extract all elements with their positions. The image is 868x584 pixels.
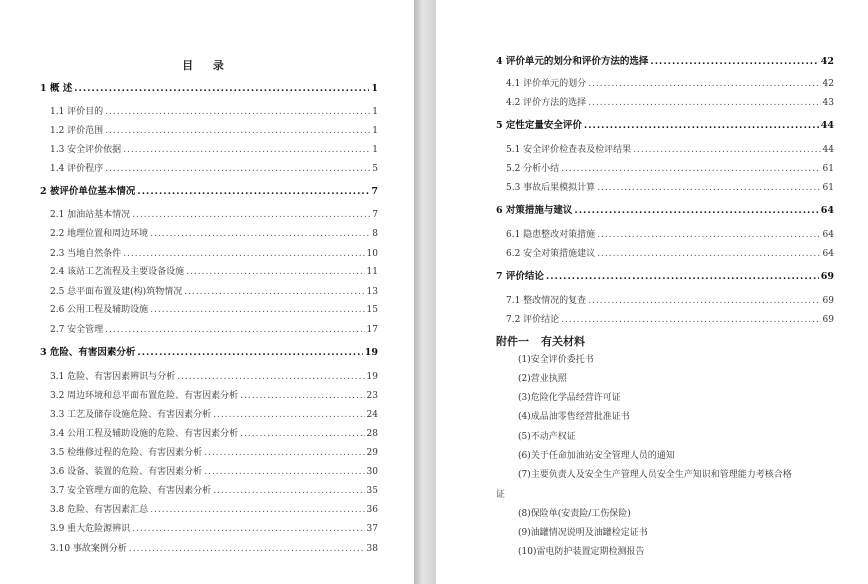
toc-leader-dots [584, 118, 819, 134]
toc-page-number: 61 [822, 164, 834, 174]
toc-section-entry[interactable] [506, 246, 834, 262]
toc-entry-text: 2.4 该站工艺流程及主要设备设施 [50, 267, 185, 277]
toc-page-number: 11 [366, 267, 378, 277]
toc-page-number: 1 [372, 107, 378, 117]
toc-page-number: 42 [822, 79, 834, 89]
toc-section-entry[interactable] [50, 445, 378, 461]
annex-heading [496, 333, 597, 349]
annex-item: (7)主要负责人及安全生产管理人员安全生产知识和管理能力考核合格 [518, 470, 792, 480]
toc-leader-dots [213, 407, 364, 423]
toc-page-number: 37 [366, 524, 378, 534]
toc-page-number: 17 [366, 325, 378, 335]
toc-entry-text: 3.4 公用工程及辅助设施的危险、有害因素分析 [50, 429, 239, 439]
toc-entry-text: 2.2 地理位置和周边环境 [50, 229, 149, 239]
annex-item: (2)营业执照 [518, 374, 567, 384]
toc-page-number: 64 [820, 205, 834, 216]
toc-page-number: 1 [372, 145, 378, 155]
toc-page-number: 61 [822, 183, 834, 193]
annex-label: 附件一 [496, 335, 529, 348]
toc-section-entry[interactable] [506, 95, 834, 111]
toc-section-entry[interactable] [50, 464, 378, 480]
toc-page-number: 8 [372, 229, 378, 239]
toc-title: 目 录 [182, 59, 232, 72]
toc-section-entry[interactable] [50, 541, 378, 557]
toc-leader-dots [561, 312, 820, 328]
toc-page-number: 69 [820, 271, 834, 282]
toc-section-entry[interactable] [506, 142, 834, 158]
toc-section-entry[interactable] [50, 521, 378, 537]
toc-page-number: 30 [366, 467, 378, 477]
annex-item: (6)关于任命加油站安全管理人员的通知 [518, 451, 675, 461]
toc-entry-text: 1.1 评价目的 [50, 107, 104, 117]
annex-title: 有关材料 [541, 335, 585, 348]
toc-page-number: 19 [366, 372, 378, 382]
toc-page-number: 64 [822, 230, 834, 240]
toc-leader-dots [184, 284, 364, 300]
toc-page-number: 69 [822, 315, 834, 325]
annex-item: (8)保险单(安责险/工伤保险) [518, 509, 631, 519]
toc-page-number: 5 [372, 164, 378, 174]
toc-leader-dots [204, 445, 364, 461]
toc-page-number: 29 [366, 448, 378, 458]
toc-section-entry[interactable] [50, 246, 378, 262]
toc-leader-dots [123, 246, 364, 262]
toc-section-entry[interactable] [50, 483, 378, 499]
toc-section-entry[interactable] [50, 264, 378, 280]
toc-leader-dots [240, 388, 364, 404]
toc-page-number: 69 [822, 296, 834, 306]
toc-entry-text: 5.3 事故后果模拟计算 [506, 183, 596, 193]
toc-page-number: 7 [372, 210, 378, 220]
toc-section-entry[interactable] [50, 407, 378, 423]
left-page [0, 0, 414, 584]
toc-entry-text: 3.9 重大危险源辨识 [50, 524, 131, 534]
toc-entry-text: 7 评价结论 [496, 271, 544, 282]
toc-section-entry[interactable] [506, 312, 834, 328]
toc-leader-dots [132, 521, 364, 537]
toc-leader-dots [132, 207, 370, 223]
toc-entry-text: 3.7 安全管理方面的危险、有害因素分析 [50, 486, 212, 496]
toc-entry-text: 4 评价单元的划分和评价方法的选择 [496, 56, 649, 67]
toc-leader-dots [105, 161, 370, 177]
toc-chapter-entry[interactable] [40, 345, 378, 361]
toc-entry-text: 2.3 当地自然条件 [50, 249, 122, 259]
toc-section-entry[interactable] [506, 227, 834, 243]
toc-entry-text: 1.4 评价程序 [50, 164, 104, 174]
toc-section-entry[interactable] [506, 293, 834, 309]
toc-page-number: 42 [820, 56, 834, 67]
toc-section-entry[interactable] [50, 284, 378, 300]
toc-page-number: 1 [372, 126, 378, 136]
toc-entry-text: 1.3 安全评价依据 [50, 145, 122, 155]
toc-section-entry[interactable] [50, 123, 378, 139]
toc-leader-dots [588, 95, 820, 111]
toc-section-entry[interactable] [50, 426, 378, 442]
toc-page-number: 10 [366, 249, 378, 259]
toc-leader-dots [204, 464, 364, 480]
toc-page-number: 44 [822, 145, 834, 155]
toc-page-number: 36 [366, 505, 378, 515]
toc-entry-text: 7.1 整改情况的复查 [506, 296, 587, 306]
toc-leader-dots [150, 502, 364, 518]
toc-leader-dots [588, 76, 820, 92]
toc-chapter-entry[interactable] [40, 81, 378, 97]
toc-entry-text: 2 被评价单位基本情况 [40, 186, 136, 197]
toc-entry-text: 2.6 公用工程及辅助设施 [50, 305, 149, 315]
toc-entry-text: 3.3 工艺及储存设施危险、有害因素分析 [50, 410, 212, 420]
toc-leader-dots [561, 161, 820, 177]
toc-entry-text: 3 危险、有害因素分析 [40, 347, 136, 358]
toc-page-number: 38 [366, 544, 378, 554]
toc-entry-text: 1 概 述 [40, 83, 73, 94]
toc-leader-dots [240, 426, 364, 442]
toc-leader-dots [177, 369, 364, 385]
toc-entry-text: 3.2 周边环境和总平面布置危险、有害因素分析 [50, 391, 239, 401]
toc-page-number: 23 [366, 391, 378, 401]
toc-entry-text: 4.2 评价方法的选择 [506, 98, 587, 108]
toc-entry-text: 3.5 检维修过程的危险、有害因素分析 [50, 448, 203, 458]
toc-chapter-entry[interactable] [496, 269, 834, 285]
toc-entry-text: 5 定性定量安全评价 [496, 120, 582, 131]
toc-page-number: 19 [364, 347, 378, 358]
toc-leader-dots [74, 81, 369, 97]
toc-section-entry[interactable] [50, 104, 378, 120]
toc-entry-text: 4.1 评价单元的划分 [506, 79, 587, 89]
toc-entry-text: 5.1 安全评价检查表及检评结果 [506, 145, 632, 155]
toc-chapter-entry[interactable] [40, 184, 378, 200]
toc-page-number: 24 [366, 410, 378, 420]
annex-item: (5)不动产权证 [518, 432, 576, 442]
toc-leader-dots [150, 226, 370, 242]
toc-page-number: 64 [822, 249, 834, 259]
toc-leader-dots [597, 180, 820, 196]
toc-leader-dots [105, 104, 370, 120]
toc-page-number: 15 [366, 305, 378, 315]
toc-leader-dots [137, 184, 369, 200]
toc-leader-dots [546, 269, 819, 285]
page-gutter [414, 0, 436, 584]
toc-section-entry[interactable] [506, 76, 834, 92]
toc-section-entry[interactable] [50, 388, 378, 404]
toc-entry-text: 3.1 危险、有害因素辨识与分析 [50, 372, 176, 382]
toc-section-entry[interactable] [50, 207, 378, 223]
toc-entry-text: 2.7 安全管理 [50, 325, 104, 335]
annex-item: 证 [496, 490, 506, 500]
toc-entry-text: 3.10 事故案例分析 [50, 544, 127, 554]
toc-leader-dots [105, 322, 364, 338]
toc-entry-text: 1.2 评价范围 [50, 126, 104, 136]
toc-entry-text: 3.6 设备、装置的危险、有害因素分析 [50, 467, 203, 477]
annex-item: (1)安全评价委托书 [518, 355, 594, 365]
toc-page-number: 28 [366, 429, 378, 439]
toc-entry-text: 2.1 加油站基本情况 [50, 210, 131, 220]
toc-chapter-entry[interactable] [496, 118, 834, 134]
toc-leader-dots [150, 302, 364, 318]
toc-chapter-entry[interactable] [496, 54, 834, 70]
toc-section-entry[interactable] [50, 369, 378, 385]
toc-page-number: 1 [371, 83, 378, 94]
toc-section-entry[interactable] [50, 142, 378, 158]
toc-section-entry[interactable] [50, 161, 378, 177]
toc-page-number: 44 [820, 120, 834, 131]
toc-leader-dots [137, 345, 362, 361]
toc-page-number: 13 [366, 287, 378, 297]
toc-entry-text: 6.2 安全对策措施建议 [506, 249, 596, 259]
toc-leader-dots [129, 541, 365, 557]
toc-leader-dots [588, 293, 820, 309]
toc-chapter-entry[interactable] [496, 203, 834, 219]
toc-section-entry[interactable] [50, 302, 378, 318]
annex-item: (4)成品油零售经营批准证书 [518, 412, 630, 422]
toc-page-number: 35 [366, 486, 378, 496]
toc-page-number: 7 [371, 186, 378, 197]
toc-section-entry[interactable] [50, 322, 378, 338]
toc-section-entry[interactable] [506, 180, 834, 196]
toc-entry-text: 6 对策措施与建议 [496, 205, 573, 216]
toc-entry-text: 5.2 分析小结 [506, 164, 560, 174]
toc-leader-dots [105, 123, 370, 139]
toc-section-entry[interactable] [50, 226, 378, 242]
toc-section-entry[interactable] [50, 502, 378, 518]
toc-leader-dots [650, 54, 818, 70]
toc-leader-dots [123, 142, 370, 158]
toc-entry-text: 2.5 总平面布置及建(构)筑物情况 [50, 287, 183, 297]
toc-section-entry[interactable] [506, 161, 834, 177]
toc-page-number: 43 [822, 98, 834, 108]
toc-leader-dots [597, 227, 820, 243]
toc-entry-text: 3.8 危险、有害因素汇总 [50, 505, 149, 515]
toc-entry-text: 7.2 评价结论 [506, 315, 560, 325]
toc-leader-dots [597, 246, 820, 262]
annex-item: (9)油罐情况说明及油罐检定证书 [518, 528, 648, 538]
toc-entry-text: 6.1 隐患整改对策措施 [506, 230, 596, 240]
annex-item: (10)雷电防护装置定期检测报告 [518, 547, 645, 557]
toc-leader-dots [574, 203, 818, 219]
annex-item: (3)危险化学品经营许可证 [518, 393, 621, 403]
toc-leader-dots [186, 264, 364, 280]
toc-leader-dots [213, 483, 364, 499]
toc-leader-dots [633, 142, 820, 158]
